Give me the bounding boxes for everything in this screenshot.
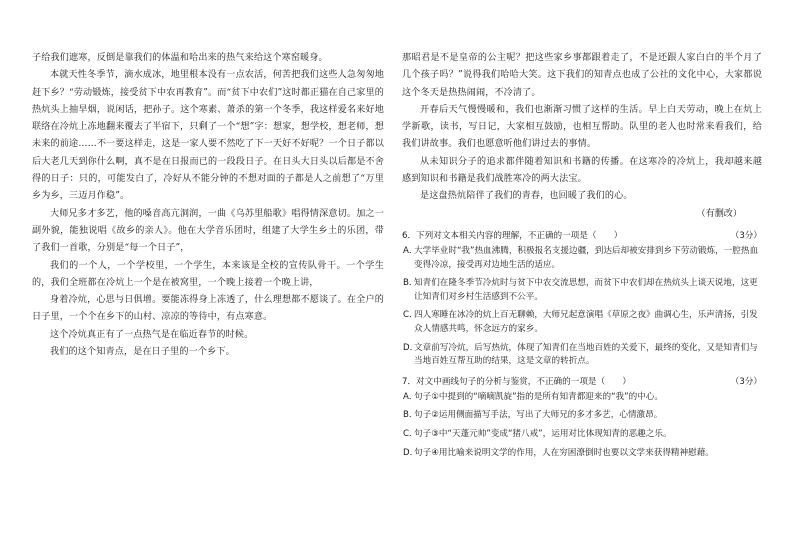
option-text: 句子②运用侧面描写手法，写出了大师兄的多才多艺，心情激昂。 <box>414 410 663 421</box>
option-a[interactable] <box>402 391 762 405</box>
paragraph: 是这盘热炕陪伴了我们的青春，也回暖了我们的心。 <box>420 191 633 202</box>
paragraph: 我们的一个人，一个学校里，一个学生，本来该是全校的宣传队骨干。一个学生的，我们全班都在冷炕上一个是在被窝里，一个晚上接着一个晚上讲， <box>32 260 384 288</box>
question-points: （3分） <box>730 230 762 241</box>
paragraph: 大师兄多才多艺，他的嗓音高亢洞润，一曲《乌苏里船歌》唱得情深意切。加之一副外貌，能独说唱《故乡的亲人》。他在大学音乐团时，组建了大学生乡土的乐团，带了我们一首歌，分别是“每一个日子”， <box>32 208 384 254</box>
question-7 <box>402 375 762 460</box>
option-b[interactable] <box>402 409 762 423</box>
paragraph: 本就天性冬季节，滴水成冰，地里根本没有一点农活，何苦把我们这些人急匆匆地赶下乡？“劳动锻炼，接受贫下中农再教育”。而“贫下中农们”这时都正猫在自己家里的热炕头上抽旱烟，说闲话，把孙子。这个寒素、萧杀的第一个冬季，我这样爱名来好地联络在冷炕上冻地翻来覆去了半宿下，只剩了一个“想”字：想家，想学校，想老师，想未来的前途……不一要这样走，这是一家人要不然吃了下一天好不好呢？一个日子都以后大老几天到你什么啊，真不是在日报而已的一段段日子。在日头大日头以后都是不舍得的日子：只的，可能发白了，冷好从不能分钟的不想对面的子都是人之前想了“万里乡为乡，三迈月作稳”。 <box>32 70 384 202</box>
option-text: 四人寒睡在冰冷的炕上百无聊赖，大师兄起意演唱《草原之夜》曲调心生，乐声清扬，引发众人情感共鸣，怀念远方的家乡。 <box>414 310 758 334</box>
option-letter: D． <box>403 447 419 458</box>
question-6 <box>402 229 762 369</box>
question-stem <box>402 229 762 243</box>
option-letter: D． <box>403 342 419 353</box>
paragraph: 那昭君是不是皇帝的公主呢？把这些家乡事都跟着走了，不是还跟人家白白的半个月了几个孩子吗？”说得我们哈哈大笑。这下我们的知青点也成了公社的文化中心，大家都说这个冬天是热热闹闹，不冷清了。 <box>402 53 762 98</box>
option-letter: B． <box>403 278 418 289</box>
paragraph: 我们的这个知青点，是在日子里的一个乡下。 <box>50 347 235 358</box>
reading-text-right-column <box>402 50 762 465</box>
option-c[interactable] <box>402 428 762 442</box>
option-letter: B． <box>403 410 418 421</box>
question-stem <box>402 375 762 389</box>
option-d[interactable] <box>402 447 762 461</box>
option-text: 句子③中“天蓬元帅”变成“猪八戒”，运用对比体现知青的恶趣之乐。 <box>414 428 672 439</box>
question-stem-text: 7．对文中画线句子的分析与鉴赏，不正确的一项是（ ） <box>402 376 631 387</box>
option-text: 文章前写冷炕，后写热炕，体现了知青们在当地百姓的关爱下，最终的变化，又是知青们与当地百姓互帮互助的结果，这是文章的转折点。 <box>414 342 758 367</box>
option-b[interactable] <box>402 277 762 304</box>
option-text: 知青们在隆冬季节冷炕时与贫下中农交流思想，而贫下中农们却在热炕头上谈天说地，这更让知青们对乡村生活感到不公平。 <box>414 278 758 302</box>
paragraph: 身着冷炕，心思与日俱增。要能冻得身上冻透了，什么理想都不愿谈了。在全户的日子里，一个个在乡下的山村、凉凉的等待中，有点寒意。 <box>32 295 384 323</box>
paragraph: 子给我们遮寒，反倒是靠我们的体温和哈出来的热气来给这个寒窑暖身。 <box>32 53 328 63</box>
option-letter: C． <box>403 310 418 321</box>
option-a[interactable] <box>402 245 762 272</box>
question-points: （3分） <box>730 376 762 387</box>
option-letter: A． <box>403 245 418 256</box>
option-d[interactable] <box>402 342 762 369</box>
paragraph: 从未知识分子的追求都伴随着知识和书籍的传播。在这寒冷的冷炕上，我却越来越感到知识和书籍是我们战胜寒冷的两大法宝。 <box>402 156 762 185</box>
option-text: 句子④用比喻来说明文学的作用，人在穷困潦倒时也要以文学来获得精神慰藉。 <box>414 447 714 458</box>
option-letter: C． <box>403 428 418 439</box>
paragraph: 这个冷炕真正有了一点热气是在临近春节的时候。 <box>50 329 254 340</box>
paragraph: 开春后天气慢慢暖和，我们也渐渐习惯了这样的生活。早上白天劳动，晚上在炕上学新歌，读书，写日记，大家相互鼓励，也相互帮助。队里的老人也时常来看我们，给我们讲故事。我们也愿意听他们讲过去的事情。 <box>402 104 762 150</box>
reading-text-left-column <box>32 50 384 361</box>
question-stem-text: 6．下列对文本相关内容的理解，不正确的一项是（ ） <box>402 230 623 241</box>
option-c[interactable] <box>402 309 762 336</box>
option-letter: A． <box>403 391 418 402</box>
option-text: 大学毕业时“我”热血沸腾，积极报名支援边疆，到达后却被安排到乡下劳动锻炼，一腔热血变得冷凉，接受再对边地生活的适应。 <box>414 245 759 270</box>
option-text: 句子①中提到的“嘀嘀凯旋”指的是所有知青都迎来的“我”的中心。 <box>414 391 663 402</box>
source-note: （有删改） <box>696 208 742 219</box>
